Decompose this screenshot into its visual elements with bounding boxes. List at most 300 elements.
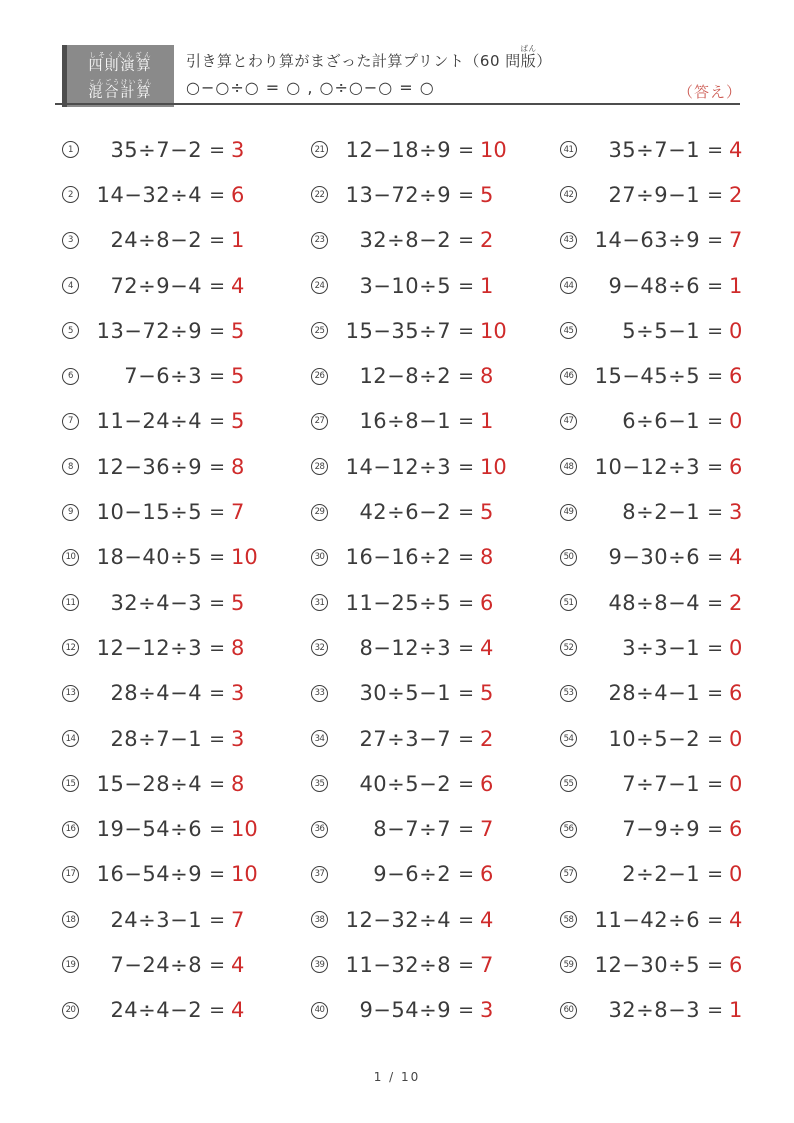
problem-row bbox=[311, 127, 526, 172]
badge-text-kongoukeisan: 混合計算 bbox=[88, 84, 153, 101]
equals-sign: = bbox=[458, 727, 474, 750]
problem-answer: 7 bbox=[231, 500, 245, 525]
problem-answer: 3 bbox=[231, 137, 245, 162]
problem-number-badge: 43 bbox=[560, 232, 577, 249]
problem-row bbox=[560, 852, 775, 897]
problem-expression: 14−63÷9 bbox=[594, 228, 701, 253]
worksheet-category-badge bbox=[62, 45, 174, 107]
problem-row bbox=[62, 308, 277, 353]
problem-answer: 6 bbox=[480, 862, 494, 887]
problem-answer: 8 bbox=[231, 454, 245, 479]
equals-sign: = bbox=[458, 274, 474, 297]
equals-sign: = bbox=[209, 229, 225, 252]
problem-answer: 1 bbox=[480, 273, 494, 298]
problem-number-badge: 3 bbox=[62, 232, 79, 249]
problem-row bbox=[311, 716, 526, 761]
problem-expression: 12−32÷4 bbox=[345, 907, 452, 932]
problem-number-badge: 11 bbox=[62, 594, 79, 611]
problem-answer: 8 bbox=[231, 635, 245, 660]
problem-expression: 12−12÷3 bbox=[96, 635, 203, 660]
problem-answer: 0 bbox=[729, 862, 743, 887]
problem-row bbox=[311, 353, 526, 398]
equals-sign: = bbox=[458, 138, 474, 161]
problem-expression: 28÷4−4 bbox=[110, 681, 203, 706]
problem-answer: 4 bbox=[729, 907, 743, 932]
equals-sign: = bbox=[458, 591, 474, 614]
problem-expression: 32÷8−2 bbox=[359, 228, 452, 253]
problem-answer: 1 bbox=[231, 228, 245, 253]
problem-row bbox=[560, 671, 775, 716]
problem-expression: 5÷5−1 bbox=[622, 318, 701, 343]
problem-number-badge: 5 bbox=[62, 322, 79, 339]
problem-row bbox=[560, 263, 775, 308]
equals-sign: = bbox=[707, 365, 723, 388]
problem-answer: 2 bbox=[480, 726, 494, 751]
problem-answer: 4 bbox=[231, 998, 245, 1023]
equals-sign: = bbox=[707, 682, 723, 705]
equals-sign: = bbox=[209, 818, 225, 841]
problem-expression: 2÷2−1 bbox=[622, 862, 701, 887]
problem-number-badge: 45 bbox=[560, 322, 577, 339]
problem-number-badge: 26 bbox=[311, 368, 328, 385]
problem-row bbox=[560, 353, 775, 398]
problem-row bbox=[311, 625, 526, 670]
problem-row bbox=[62, 218, 277, 263]
problem-answer: 0 bbox=[729, 635, 743, 660]
equation-pattern: ○−○÷○ = ○ , ○÷○−○ = ○ bbox=[186, 78, 435, 97]
problem-expression: 7−9÷9 bbox=[622, 817, 701, 842]
problem-answer: 0 bbox=[729, 771, 743, 796]
problem-row bbox=[62, 671, 277, 716]
problem-number-badge: 36 bbox=[311, 821, 328, 838]
problem-expression: 7−6÷3 bbox=[124, 364, 203, 389]
problem-answer: 6 bbox=[480, 771, 494, 796]
problem-expression: 10−15÷5 bbox=[96, 500, 203, 525]
problem-expression: 24÷3−1 bbox=[110, 907, 203, 932]
problem-number-badge: 60 bbox=[560, 1002, 577, 1019]
problem-answer: 6 bbox=[729, 681, 743, 706]
equals-sign: = bbox=[458, 908, 474, 931]
problem-answer: 1 bbox=[480, 409, 494, 434]
problem-expression: 12−36÷9 bbox=[96, 454, 203, 479]
equals-sign: = bbox=[209, 591, 225, 614]
equals-sign: = bbox=[458, 410, 474, 433]
problem-answer: 3 bbox=[231, 681, 245, 706]
problem-row bbox=[560, 399, 775, 444]
header-divider bbox=[55, 103, 740, 105]
problem-answer: 2 bbox=[480, 228, 494, 253]
problem-answer: 3 bbox=[231, 726, 245, 751]
problem-row bbox=[62, 761, 277, 806]
problem-number-badge: 57 bbox=[560, 866, 577, 883]
problems-grid bbox=[62, 127, 775, 1033]
problem-number-badge: 46 bbox=[560, 368, 577, 385]
equals-sign: = bbox=[707, 319, 723, 342]
equals-sign: = bbox=[707, 908, 723, 931]
problem-expression: 12−30÷5 bbox=[594, 952, 701, 977]
problem-expression: 40÷5−2 bbox=[359, 771, 452, 796]
equals-sign: = bbox=[209, 682, 225, 705]
problem-expression: 3÷3−1 bbox=[622, 635, 701, 660]
problem-expression: 7÷7−1 bbox=[622, 771, 701, 796]
problem-expression: 16−54÷9 bbox=[96, 862, 203, 887]
problem-number-badge: 29 bbox=[311, 504, 328, 521]
problem-answer: 4 bbox=[231, 273, 245, 298]
problem-number-badge: 49 bbox=[560, 504, 577, 521]
problem-number-badge: 50 bbox=[560, 549, 577, 566]
problem-expression: 18−40÷5 bbox=[96, 545, 203, 570]
problem-row bbox=[311, 172, 526, 217]
badge-line-shisoku bbox=[89, 51, 153, 75]
problem-answer: 6 bbox=[231, 182, 245, 207]
problem-expression: 32÷8−3 bbox=[608, 998, 701, 1023]
equals-sign: = bbox=[209, 319, 225, 342]
equals-sign: = bbox=[458, 999, 474, 1022]
equals-sign: = bbox=[458, 229, 474, 252]
problem-expression: 9−30÷6 bbox=[608, 545, 701, 570]
problem-number-badge: 2 bbox=[62, 186, 79, 203]
problem-number-badge: 16 bbox=[62, 821, 79, 838]
problem-row bbox=[311, 444, 526, 489]
equals-sign: = bbox=[707, 138, 723, 161]
problem-row bbox=[560, 942, 775, 987]
problem-expression: 42÷6−2 bbox=[359, 500, 452, 525]
problem-row bbox=[62, 399, 277, 444]
equals-sign: = bbox=[458, 818, 474, 841]
problem-number-badge: 56 bbox=[560, 821, 577, 838]
problem-answer: 5 bbox=[231, 318, 245, 343]
equals-sign: = bbox=[707, 772, 723, 795]
problem-number-badge: 12 bbox=[62, 639, 79, 656]
equals-sign: = bbox=[209, 501, 225, 524]
problem-number-badge: 18 bbox=[62, 911, 79, 928]
problem-row bbox=[311, 399, 526, 444]
problem-row bbox=[560, 535, 775, 580]
problem-row bbox=[311, 897, 526, 942]
problem-number-badge: 22 bbox=[311, 186, 328, 203]
problem-row bbox=[62, 535, 277, 580]
problem-number-badge: 23 bbox=[311, 232, 328, 249]
problem-number-badge: 4 bbox=[62, 277, 79, 294]
problem-expression: 27÷3−7 bbox=[359, 726, 452, 751]
problem-number-badge: 35 bbox=[311, 775, 328, 792]
problem-number-badge: 37 bbox=[311, 866, 328, 883]
problem-number-badge: 54 bbox=[560, 730, 577, 747]
problem-expression: 24÷4−2 bbox=[110, 998, 203, 1023]
problem-row bbox=[560, 127, 775, 172]
problem-number-badge: 52 bbox=[560, 639, 577, 656]
equals-sign: = bbox=[209, 138, 225, 161]
problem-expression: 16÷8−1 bbox=[359, 409, 452, 434]
page-title-close-paren: ） bbox=[536, 52, 552, 70]
equals-sign: = bbox=[209, 772, 225, 795]
equals-sign: = bbox=[209, 908, 225, 931]
problem-expression: 14−12÷3 bbox=[345, 454, 452, 479]
problem-row bbox=[311, 580, 526, 625]
equals-sign: = bbox=[458, 546, 474, 569]
problem-number-badge: 55 bbox=[560, 775, 577, 792]
problem-expression: 32÷4−3 bbox=[110, 590, 203, 615]
equals-sign: = bbox=[458, 682, 474, 705]
equals-sign: = bbox=[707, 636, 723, 659]
problem-number-badge: 30 bbox=[311, 549, 328, 566]
problem-expression: 12−8÷2 bbox=[359, 364, 452, 389]
problem-answer: 7 bbox=[231, 907, 245, 932]
problem-answer: 5 bbox=[231, 364, 245, 389]
problem-number-badge: 28 bbox=[311, 458, 328, 475]
problem-number-badge: 39 bbox=[311, 956, 328, 973]
equals-sign: = bbox=[707, 818, 723, 841]
problem-number-badge: 40 bbox=[311, 1002, 328, 1019]
equals-sign: = bbox=[707, 229, 723, 252]
problem-expression: 10÷5−2 bbox=[608, 726, 701, 751]
problem-expression: 72÷9−4 bbox=[110, 273, 203, 298]
problem-answer: 1 bbox=[729, 998, 743, 1023]
badge-furigana-shisokuenzan: しそくえんざん bbox=[88, 50, 153, 59]
problem-answer: 10 bbox=[231, 862, 258, 887]
problem-expression: 27÷9−1 bbox=[608, 182, 701, 207]
problem-expression: 15−35÷7 bbox=[345, 318, 452, 343]
problem-expression: 35÷7−2 bbox=[110, 137, 203, 162]
problem-answer: 10 bbox=[480, 318, 507, 343]
equals-sign: = bbox=[707, 591, 723, 614]
problem-expression: 6÷6−1 bbox=[622, 409, 701, 434]
equals-sign: = bbox=[458, 319, 474, 342]
equals-sign: = bbox=[458, 183, 474, 206]
problem-answer: 5 bbox=[480, 182, 494, 207]
problem-answer: 7 bbox=[480, 817, 494, 842]
problem-expression: 9−48÷6 bbox=[608, 273, 701, 298]
problem-row bbox=[62, 444, 277, 489]
problem-row bbox=[311, 308, 526, 353]
problem-row bbox=[62, 172, 277, 217]
problem-row bbox=[311, 489, 526, 534]
problem-answer: 5 bbox=[480, 681, 494, 706]
problem-expression: 24÷8−2 bbox=[110, 228, 203, 253]
problem-row bbox=[560, 444, 775, 489]
problem-answer: 1 bbox=[729, 273, 743, 298]
problem-row bbox=[62, 716, 277, 761]
problem-expression: 19−54÷6 bbox=[96, 817, 203, 842]
problem-answer: 10 bbox=[231, 545, 258, 570]
problem-number-badge: 53 bbox=[560, 685, 577, 702]
problem-row bbox=[62, 353, 277, 398]
problem-number-badge: 32 bbox=[311, 639, 328, 656]
problem-answer: 3 bbox=[729, 500, 743, 525]
problem-expression: 13−72÷9 bbox=[96, 318, 203, 343]
equals-sign: = bbox=[707, 953, 723, 976]
problem-number-badge: 27 bbox=[311, 413, 328, 430]
problem-row bbox=[62, 489, 277, 534]
badge-line-kongou bbox=[89, 78, 153, 102]
problem-row bbox=[62, 127, 277, 172]
equals-sign: = bbox=[707, 727, 723, 750]
problem-answer: 7 bbox=[480, 952, 494, 977]
problem-row bbox=[560, 988, 775, 1033]
problem-expression: 11−42÷6 bbox=[594, 907, 701, 932]
header-title-block bbox=[186, 44, 552, 97]
problem-expression: 9−6÷2 bbox=[373, 862, 452, 887]
problem-row bbox=[62, 580, 277, 625]
equals-sign: = bbox=[209, 410, 225, 433]
equals-sign: = bbox=[209, 365, 225, 388]
page-title-ban-base: 版 bbox=[520, 52, 537, 70]
equals-sign: = bbox=[209, 455, 225, 478]
equals-sign: = bbox=[458, 365, 474, 388]
equals-sign: = bbox=[707, 546, 723, 569]
problem-expression: 28÷4−1 bbox=[608, 681, 701, 706]
problem-answer: 4 bbox=[231, 952, 245, 977]
problem-row bbox=[560, 897, 775, 942]
problem-number-badge: 33 bbox=[311, 685, 328, 702]
page-title-ban-furigana: ばん bbox=[520, 44, 537, 53]
problem-answer: 0 bbox=[729, 318, 743, 343]
problem-answer: 4 bbox=[729, 137, 743, 162]
problem-row bbox=[62, 852, 277, 897]
problem-answer: 4 bbox=[480, 635, 494, 660]
equals-sign: = bbox=[458, 636, 474, 659]
problem-row bbox=[560, 489, 775, 534]
problem-expression: 14−32÷4 bbox=[96, 182, 203, 207]
problem-row bbox=[560, 761, 775, 806]
equals-sign: = bbox=[707, 410, 723, 433]
problem-number-badge: 24 bbox=[311, 277, 328, 294]
problem-number-badge: 58 bbox=[560, 911, 577, 928]
problem-number-badge: 42 bbox=[560, 186, 577, 203]
problem-row bbox=[311, 263, 526, 308]
problem-answer: 5 bbox=[231, 409, 245, 434]
problem-row bbox=[560, 308, 775, 353]
problem-number-badge: 21 bbox=[311, 141, 328, 158]
problem-row bbox=[560, 716, 775, 761]
problem-number-badge: 8 bbox=[62, 458, 79, 475]
problem-expression: 11−24÷4 bbox=[96, 409, 203, 434]
equals-sign: = bbox=[707, 455, 723, 478]
problem-number-badge: 48 bbox=[560, 458, 577, 475]
problem-expression: 9−54÷9 bbox=[359, 998, 452, 1023]
problem-answer: 8 bbox=[480, 364, 494, 389]
problem-expression: 8−7÷7 bbox=[373, 817, 452, 842]
page-title-main: 引き算とわり算がまざった計算プリント（60 問 bbox=[186, 52, 521, 70]
equals-sign: = bbox=[458, 501, 474, 524]
problem-row bbox=[560, 625, 775, 670]
problem-row bbox=[560, 806, 775, 851]
problem-number-badge: 15 bbox=[62, 775, 79, 792]
problem-row bbox=[311, 806, 526, 851]
equals-sign: = bbox=[458, 772, 474, 795]
problem-answer: 6 bbox=[729, 364, 743, 389]
problem-expression: 13−72÷9 bbox=[345, 182, 452, 207]
badge-furigana-kongoukeisan: こんごうけいさん bbox=[88, 77, 153, 86]
problem-answer: 2 bbox=[729, 590, 743, 615]
problem-row bbox=[560, 580, 775, 625]
problem-answer: 5 bbox=[231, 590, 245, 615]
problem-expression: 16−16÷2 bbox=[345, 545, 452, 570]
equals-sign: = bbox=[209, 863, 225, 886]
problem-row bbox=[311, 942, 526, 987]
problem-row bbox=[62, 806, 277, 851]
problem-expression: 10−12÷3 bbox=[594, 454, 701, 479]
problem-number-badge: 6 bbox=[62, 368, 79, 385]
problem-row bbox=[62, 897, 277, 942]
badge-text-shisokuenzan: 四則演算 bbox=[88, 57, 153, 74]
problem-answer: 10 bbox=[480, 137, 507, 162]
problem-row bbox=[311, 671, 526, 716]
problem-expression: 15−45÷5 bbox=[594, 364, 701, 389]
problem-number-badge: 34 bbox=[311, 730, 328, 747]
equals-sign: = bbox=[707, 863, 723, 886]
problem-answer: 3 bbox=[480, 998, 494, 1023]
problem-answer: 7 bbox=[729, 228, 743, 253]
problem-number-badge: 31 bbox=[311, 594, 328, 611]
equals-sign: = bbox=[458, 953, 474, 976]
problem-number-badge: 38 bbox=[311, 911, 328, 928]
problem-answer: 6 bbox=[480, 590, 494, 615]
problem-answer: 4 bbox=[480, 907, 494, 932]
equals-sign: = bbox=[209, 953, 225, 976]
equals-sign: = bbox=[209, 636, 225, 659]
problem-row bbox=[311, 852, 526, 897]
page-title bbox=[186, 44, 552, 69]
problem-number-badge: 14 bbox=[62, 730, 79, 747]
problem-row bbox=[311, 218, 526, 263]
problem-expression: 35÷7−1 bbox=[608, 137, 701, 162]
problem-row bbox=[311, 761, 526, 806]
problem-answer: 8 bbox=[231, 771, 245, 796]
problem-answer: 0 bbox=[729, 409, 743, 434]
equals-sign: = bbox=[209, 546, 225, 569]
problem-expression: 12−18÷9 bbox=[345, 137, 452, 162]
problem-row bbox=[311, 535, 526, 580]
problem-expression: 28÷7−1 bbox=[110, 726, 203, 751]
page-number: 1 / 10 bbox=[373, 1070, 421, 1084]
equals-sign: = bbox=[209, 727, 225, 750]
problem-answer: 6 bbox=[729, 952, 743, 977]
problem-number-badge: 20 bbox=[62, 1002, 79, 1019]
problem-expression: 11−32÷8 bbox=[345, 952, 452, 977]
problem-number-badge: 7 bbox=[62, 413, 79, 430]
equals-sign: = bbox=[458, 455, 474, 478]
problem-answer: 8 bbox=[480, 545, 494, 570]
page-title-ban-ruby bbox=[520, 44, 537, 70]
problem-number-badge: 47 bbox=[560, 413, 577, 430]
equals-sign: = bbox=[707, 999, 723, 1022]
problem-number-badge: 10 bbox=[62, 549, 79, 566]
problem-number-badge: 59 bbox=[560, 956, 577, 973]
answer-sheet-label: （答え） bbox=[677, 83, 742, 101]
problem-answer: 6 bbox=[729, 817, 743, 842]
problem-number-badge: 25 bbox=[311, 322, 328, 339]
problem-number-badge: 9 bbox=[62, 504, 79, 521]
problem-number-badge: 13 bbox=[62, 685, 79, 702]
equals-sign: = bbox=[209, 274, 225, 297]
problem-row bbox=[62, 263, 277, 308]
equals-sign: = bbox=[707, 183, 723, 206]
problem-answer: 6 bbox=[729, 454, 743, 479]
problem-expression: 8÷2−1 bbox=[622, 500, 701, 525]
problem-expression: 7−24÷8 bbox=[110, 952, 203, 977]
problem-expression: 15−28÷4 bbox=[96, 771, 203, 796]
equals-sign: = bbox=[707, 274, 723, 297]
equals-sign: = bbox=[707, 501, 723, 524]
problem-expression: 8−12÷3 bbox=[359, 635, 452, 660]
problem-number-badge: 17 bbox=[62, 866, 79, 883]
equals-sign: = bbox=[209, 999, 225, 1022]
problem-row bbox=[560, 172, 775, 217]
problem-number-badge: 44 bbox=[560, 277, 577, 294]
problem-row bbox=[311, 988, 526, 1033]
problem-answer: 10 bbox=[231, 817, 258, 842]
